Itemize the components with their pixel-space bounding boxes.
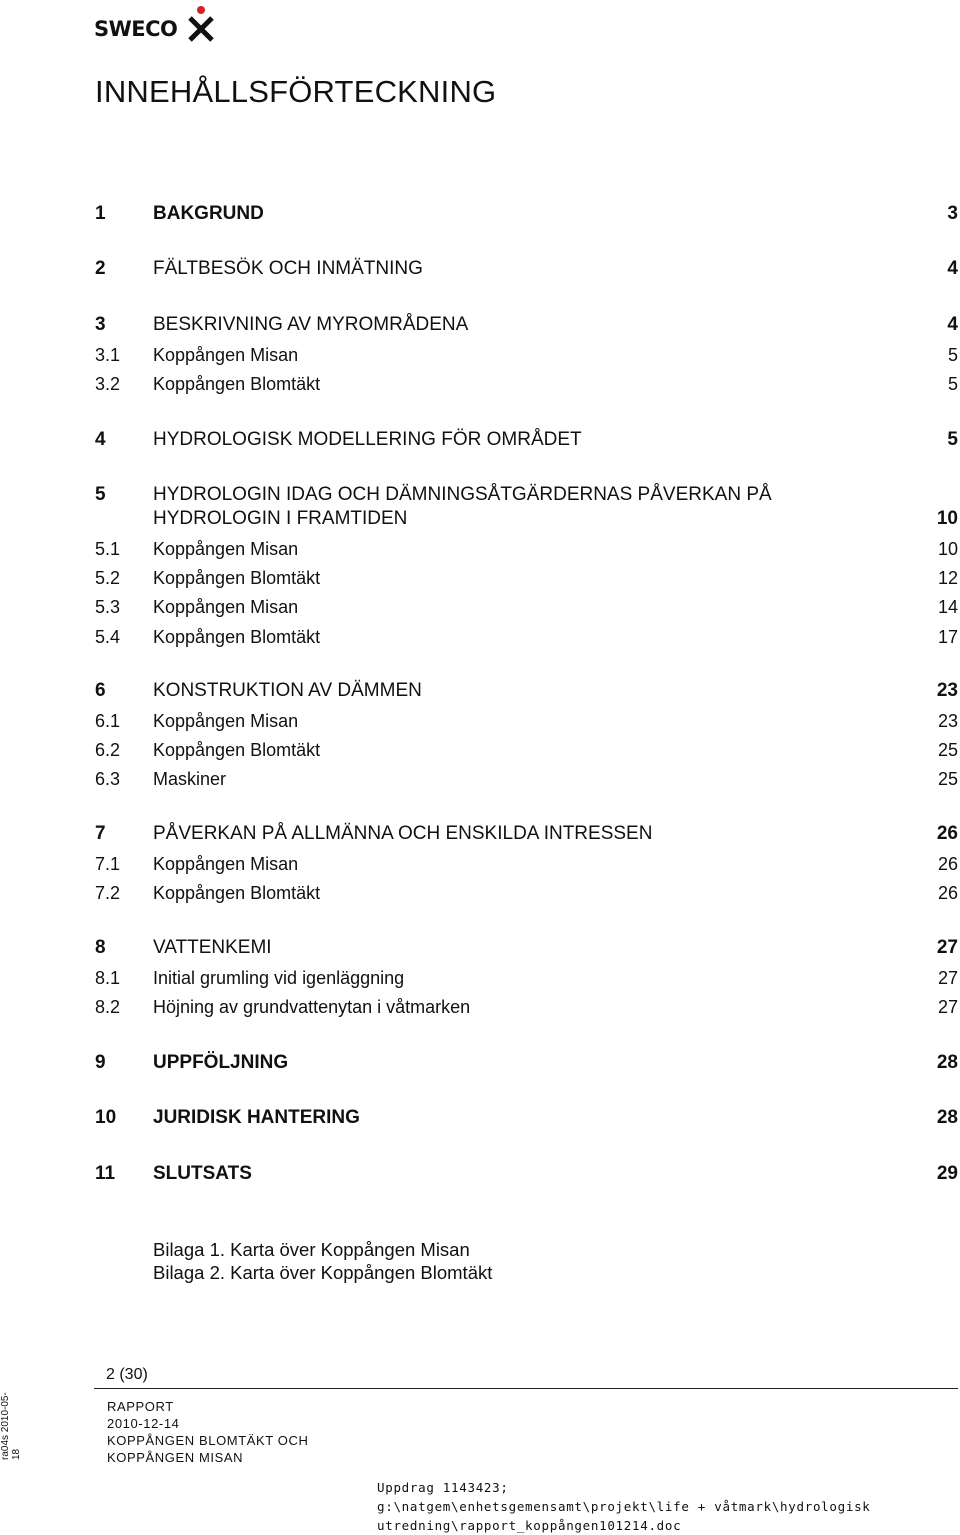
toc-title: Maskiner	[153, 769, 227, 789]
appendix-item: Bilaga 1. Karta över Koppången Misan	[153, 1239, 470, 1260]
toc-number: 5.3	[95, 597, 121, 617]
toc-title: Koppången Misan	[153, 854, 299, 874]
toc-title: Initial grumling vid igenläggning	[153, 968, 405, 988]
toc-number: 7.2	[95, 883, 121, 903]
logo-wordmark: SWECO	[94, 17, 178, 41]
toc-number: 3.1	[95, 345, 121, 365]
toc-number: 8.2	[95, 997, 121, 1017]
toc-number: 3	[95, 314, 106, 335]
toc-number: 10	[95, 1107, 117, 1128]
toc-entry[interactable]	[95, 484, 958, 534]
toc-title: VATTENKEMI	[153, 937, 272, 958]
toc-title: Koppången Blomtäkt	[153, 883, 321, 903]
toc-page: 26	[936, 823, 958, 844]
toc-number: 6	[95, 680, 106, 701]
assignment-number: Uppdrag 1143423;	[377, 1480, 509, 1495]
toc-page: 17	[937, 627, 958, 647]
footer-report-info	[107, 1398, 309, 1466]
toc-page: 28	[936, 1107, 958, 1128]
toc-page: 23	[936, 680, 958, 701]
toc-page: 3	[947, 203, 958, 224]
report-date: 2010-12-14	[107, 1416, 180, 1431]
report-title-line: KOPPÅNGEN MISAN	[107, 1450, 244, 1465]
toc-title: BAKGRUND	[153, 203, 264, 224]
toc-title: FÄLTBESÖK OCH INMÄTNING	[153, 258, 423, 279]
toc-page: 4	[947, 258, 958, 279]
toc-page: 26	[937, 883, 958, 903]
toc-title: PÅVERKAN PÅ ALLMÄNNA OCH ENSKILDA INTRESSEN	[153, 823, 653, 844]
toc-page: 10	[937, 539, 958, 559]
toc-page: 4	[947, 314, 958, 335]
toc-title: Koppången Misan	[153, 539, 299, 559]
toc-title: HYDROLOGISK MODELLERING FÖR OMRÅDET	[153, 429, 582, 450]
toc-title: Höjning av grundvattenytan i våtmarken	[153, 997, 471, 1017]
toc-page: 14	[937, 597, 958, 617]
footer-file-info	[377, 1478, 871, 1535]
toc-title: UPPFÖLJNING	[153, 1052, 289, 1073]
toc-number: 9	[95, 1052, 106, 1073]
toc-title: HYDROLOGIN IDAG OCH DÄMNINGSÅTGÄRDERNAS PÅVERKAN PÅ	[153, 484, 772, 505]
toc-page: 25	[937, 740, 958, 760]
toc-number: 7	[95, 823, 106, 844]
file-path: g:\natgem\enhetsgemensamt\projekt\life + våtmark\hydrologisk	[377, 1499, 871, 1514]
footer-divider	[94, 1388, 958, 1389]
toc-title: Koppången Blomtäkt	[153, 740, 321, 760]
toc-title: Koppången Blomtäkt	[153, 568, 321, 588]
toc-page: 5	[947, 374, 958, 394]
toc-page: 5	[947, 345, 958, 365]
toc-page: 12	[937, 568, 958, 588]
toc-title: Koppången Blomtäkt	[153, 627, 321, 647]
page-number: 2 (30)	[106, 1366, 148, 1383]
sweco-mark-icon	[186, 4, 216, 44]
toc-title: Koppången Blomtäkt	[153, 374, 321, 394]
sweco-logo	[94, 4, 218, 44]
toc-number: 4	[95, 429, 106, 450]
toc-number: 6.1	[95, 711, 121, 731]
report-type: RAPPORT	[107, 1399, 174, 1414]
toc-title: Koppången Misan	[153, 345, 299, 365]
toc-number: 8	[95, 937, 106, 958]
toc-page: 10	[936, 508, 958, 529]
toc-number: 5.4	[95, 627, 121, 647]
toc-number: 6.3	[95, 769, 121, 789]
toc-title: BESKRIVNING AV MYROMRÅDENA	[153, 314, 469, 335]
toc-number: 8.1	[95, 968, 121, 988]
file-path: utredning\rapport_koppången101214.doc	[377, 1518, 682, 1533]
toc-page: 28	[936, 1052, 958, 1073]
toc-page: 26	[937, 854, 958, 874]
toc-page: 5	[947, 429, 958, 450]
toc-number: 5.2	[95, 568, 121, 588]
toc-page: 27	[936, 937, 958, 958]
toc-number: 7.1	[95, 854, 121, 874]
toc-page: 25	[937, 769, 958, 789]
page-title: INNEHÅLLSFÖRTECKNING	[95, 74, 497, 109]
template-code: ra04s 2010-05-18	[0, 1392, 22, 1460]
toc-title: JURIDISK HANTERING	[153, 1107, 360, 1128]
toc-number: 11	[95, 1163, 116, 1184]
toc-page: 23	[937, 711, 958, 731]
toc-number: 5.1	[95, 539, 121, 559]
toc-number: 6.2	[95, 740, 121, 760]
toc-number: 2	[95, 258, 106, 279]
toc-number: 1	[95, 203, 106, 224]
report-title-line: KOPPÅNGEN BLOMTÄKT OCH	[107, 1433, 309, 1448]
toc-title: Koppången Misan	[153, 711, 299, 731]
toc-title-continued: HYDROLOGIN I FRAMTIDEN	[153, 508, 408, 529]
toc-title: KONSTRUKTION AV DÄMMEN	[153, 680, 422, 701]
toc-page: 27	[937, 997, 958, 1017]
toc-page: 27	[937, 968, 958, 988]
toc-number: 3.2	[95, 374, 121, 394]
toc-number: 5	[95, 484, 106, 505]
toc-title: Koppången Misan	[153, 597, 299, 617]
toc-page: 29	[936, 1163, 958, 1184]
appendix-item: Bilaga 2. Karta över Koppången Blomtäkt	[153, 1262, 493, 1283]
toc-title: SLUTSATS	[153, 1163, 252, 1184]
